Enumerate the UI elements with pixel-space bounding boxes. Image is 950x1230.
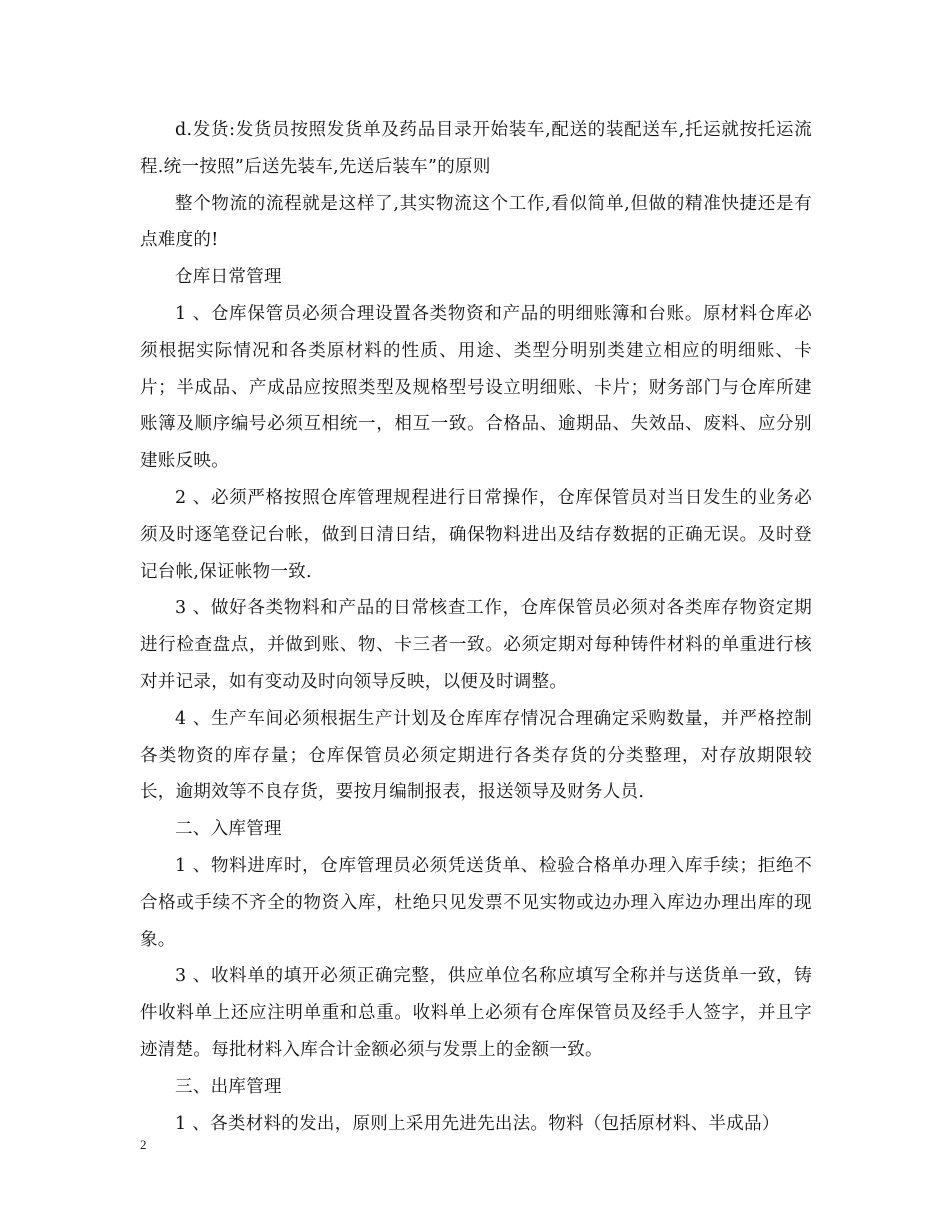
heading-outbound-management: 三、出库管理 [175, 1076, 282, 1097]
page-number: 2 [140, 1137, 147, 1152]
paragraph-daily-item-1: 1 、仓库保管员必须合理设置各类物资和产品的明细账簿和台账。原材料仓库必须根据实际情况和各类原材料的性质、用途、类型分明别类建立相应的明细账、卡片；半成品、产成品应按照类型及规格型号设立明细账、卡片；财务部门与仓库所建账簿及顺序编号必须互相统一，相互一致。合格品、逾期品、失效品、废料、应分别建账反映。 [140, 303, 812, 472]
document-body [140, 112, 812, 1142]
paragraph-daily-item-2: 2 、必须严格按照仓库管理规程进行日常操作，仓库保管员对当日发生的业务必须及时逐笔登记台帐，做到日清日结，确保物料进出及结存数据的正确无误。及时登记台帐,保证帐物一致. [140, 487, 812, 582]
heading-daily-management: 仓库日常管理 [175, 267, 282, 288]
paragraph-outbound-item-1: 1 、各类材料的发出，原则上采用先进先出法。物料（包括原材料、半成品） [175, 1113, 780, 1134]
paragraph-daily-item-3: 3 、做好各类物料和产品的日常核查工作，仓库保管员必须对各类库存物资定期进行检查盘点，并做到账、物、卡三者一致。必须定期对每种铸件材料的单重进行核对并记录，如有变动及时向领导反映，以便及时调整。 [140, 598, 812, 692]
paragraph-daily-item-4: 4 、生产车间必须根据生产计划及仓库库存情况合理确定采购数量，并严格控制各类物资的库存量；仓库保管员必须定期进行各类存货的分类整理，对存放期限较长，逾期效等不良存货，要按月编制报表，报送领导及财务人员. [140, 708, 812, 803]
paragraph-logistics-summary: 整个物流的流程就是这样了,其实物流这个工作,看似简单,但做的精准快捷还是有点难度的! [140, 193, 812, 251]
paragraph-inbound-item-3: 3 、收料单的填开必须正确完整，供应单位名称应填写全称并与送货单一致，铸件收料单上还应注明单重和总重。收料单上必须有仓库保管员及经手人签字，并且字迹清楚。每批材料入库合计金额必须与发票上的金额一致。 [140, 966, 812, 1060]
paragraph-inbound-item-1: 1 、物料进库时，仓库管理员必须凭送货单、检验合格单办理入库手续；拒绝不合格或手续不齐全的物资入库，杜绝只见发票不见实物或边办理入库边办理出库的现象。 [140, 855, 812, 950]
paragraph-delivery-step: d.发货:发货员按照发货单及药品目录开始装车,配送的装配送车,托运就按托运流程.统一按照”后送先装车,先送后装车”的原则 [140, 120, 812, 177]
heading-inbound-management: 二、入库管理 [175, 819, 282, 840]
